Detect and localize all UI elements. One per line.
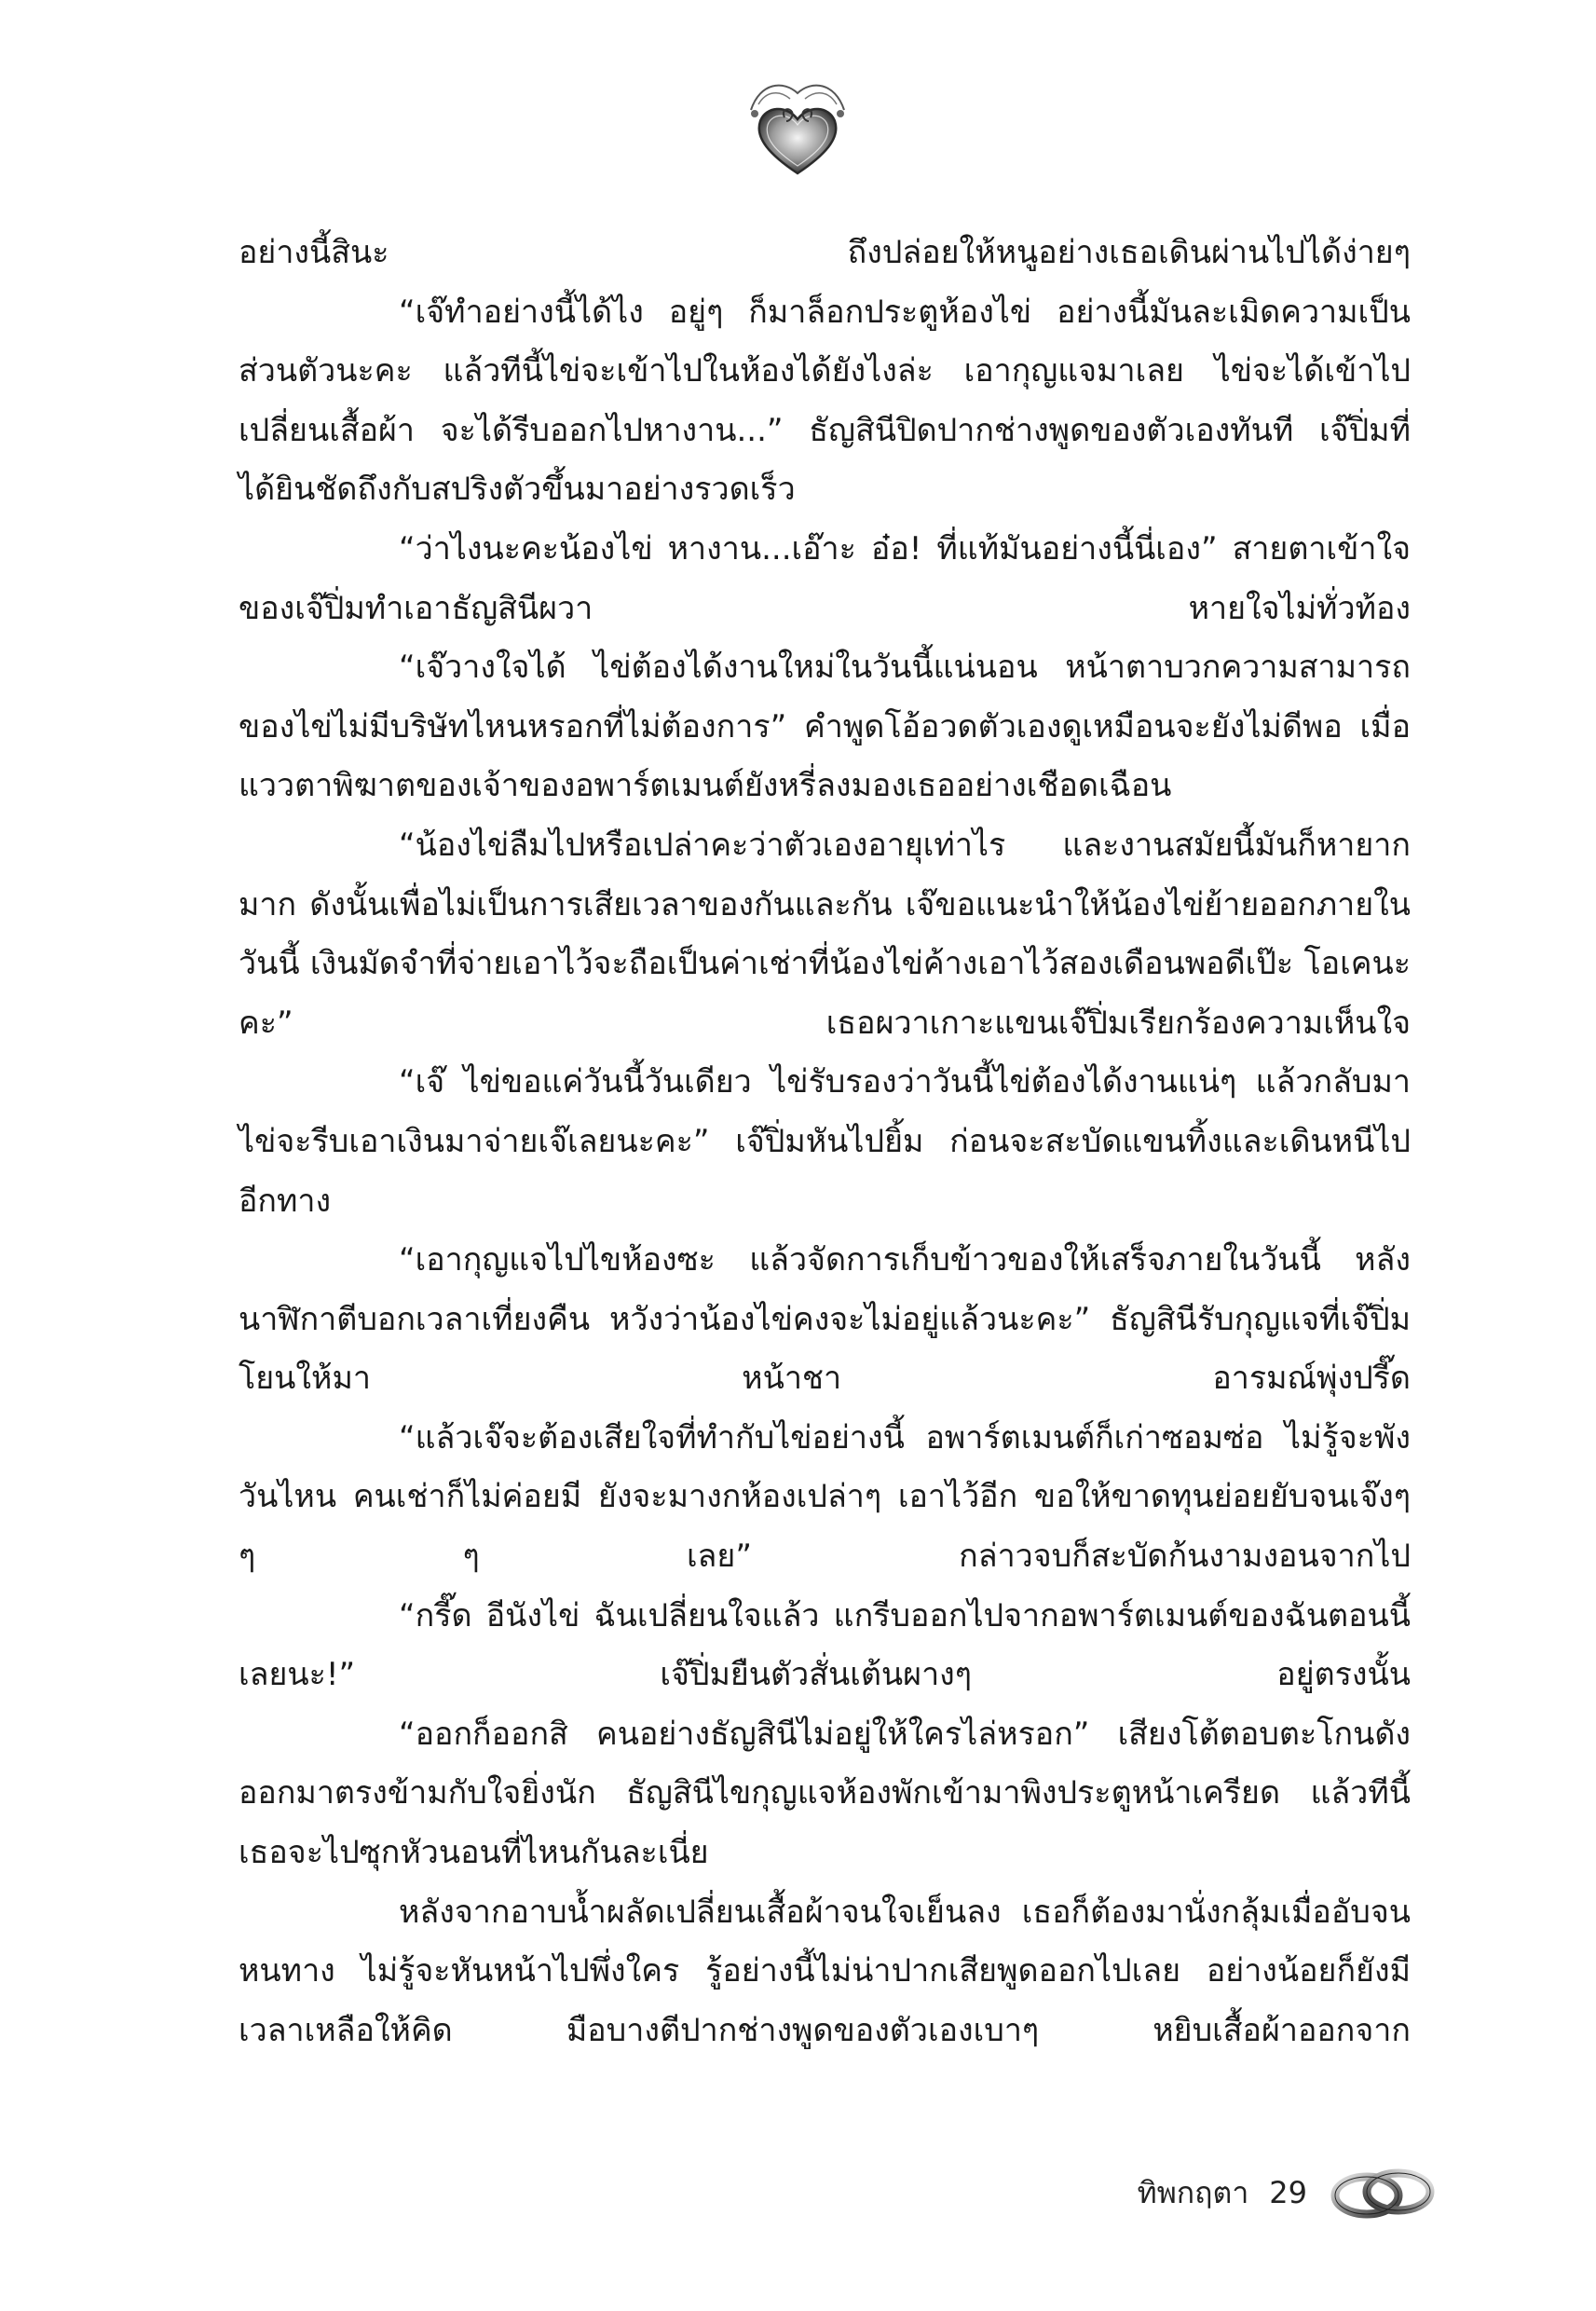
page-footer: [1138, 2160, 1438, 2225]
paragraph: อย่างนี้สินะ ถึงปล่อยให้หนูอย่างเธอเดินผ่านไปได้ง่ายๆ: [239, 234, 1411, 271]
page-number: 29: [1269, 2175, 1307, 2210]
book-title: ทิพกฤตา: [1137, 2174, 1249, 2210]
ornamental-emblem-icon: [742, 73, 853, 183]
paragraph: “น้องไข่ลืมไปหรือเปล่าคะว่าตัวเองอายุเท่าไร และงานสมัยนี้มันก็หายากมาก ดังนั้นเพื่อไม่เป็นการเสียเวลาของกันและกัน เจ๊ขอแนะนำให้น้องไข่ย้ายออกภายในวันนี้ เงินมัดจำที่จ่ายเอาไว้จะถือเป็นค่าเช่าที่น้องไข่ค้างเอาไว้สองเดือนพอดีเป๊ะ โอเคนะคะ” เธอผวาเกาะแขนเจ๊ปิ่มเรียกร้องความเห็นใจ: [239, 826, 1411, 1042]
paragraph: “เจ๊ ไข่ขอแค่วันนี้วันเดียว ไข่รับรองว่าวันนี้ไข่ต้องได้งานแน่ๆ แล้วกลับมาไข่จะรีบเอาเงินมาจ่ายเจ๊เลยนะคะ” เจ๊ปิ่มหันไปยิ้ม ก่อนจะสะบัดแขนทิ้งและเดินหนีไปอีกทาง: [239, 1063, 1411, 1220]
paragraph: “แล้วเจ๊จะต้องเสียใจที่ทำกับไข่อย่างนี้ อพาร์ตเมนต์ก็เก่าซอมซ่อ ไม่รู้จะพังวันไหน คนเช่าก็ไม่ค่อยมี ยังจะมางกห้องเปล่าๆ เอาไว้อีก ขอให้ขาดทุนย่อยยับจนเจ๊งๆ ๆ ๆ เลย” กล่าวจบก็สะบัดก้นงามงอนจากไป: [239, 1418, 1411, 1576]
paragraph: “เจ๊วางใจได้ ไข่ต้องได้งานใหม่ในวันนี้แน่นอน หน้าตาบวกความสามารถของไข่ไม่มีบริษัทไหนหรอกที่ไม่ต้องการ” คำพูดโอ้อวดตัวเองดูเหมือนจะยังไม่ดีพอ เมื่อแววตาพิฆาตของเจ้าของอพาร์ตเมนต์ยังหรี่ลงมองเธออย่างเชือดเฉือน: [239, 649, 1411, 805]
paragraph: หลังจากอาบน้ำผลัดเปลี่ยนเสื้อผ้าจนใจเย็นลง เธอก็ต้องมานั่งกลุ้มเมื่ออับจนหนทาง ไม่รู้จะหันหน้าไปพึ่งใคร รู้อย่างนี้ไม่น่าปากเสียพูดออกไปเลย อย่างน้อยก็ยังมีเวลาเหลือให้คิด มือบางตีปากช่างพูดของตัวเองเบาๆ หยิบเสื้อผ้าออกจาก: [239, 1893, 1411, 2049]
paragraph: “กรี๊ด อีนังไข่ ฉันเปลี่ยนใจแล้ว แกรีบออกไปจากอพาร์ตเมนต์ของฉันตอนนี้เลยนะ!” เจ๊ปิ่มยืนตัวสั่นเต้นผางๆ อยู่ตรงนั้น: [239, 1596, 1411, 1694]
paragraph: “ออกก็ออกสิ คนอย่างธัญสินีไม่อยู่ให้ใครไล่หรอก” เสียงโต้ตอบตะโกนดังออกมาตรงข้ามกับใจยิ่งนัก ธัญสินีไขกุญแจห้องพักเข้ามาพิงประตูหน้าเครียด แล้วทีนี้เธอจะไปซุกหัวนอนที่ไหนกันละเนี่ย: [239, 1715, 1411, 1872]
story-body: [239, 224, 1411, 2060]
paragraph: “ว่าไงนะคะน้องไข่ หางาน...เอ๊าะ อ๋อ! ที่แท้มันอย่างนี้นี่เอง” สายตาเข้าใจของเจ๊ปิ่มทำเอาธัญสินีผวา หายใจไม่ทั่วท้อง: [239, 529, 1411, 627]
paragraph: “เจ๊ทำอย่างนี้ได้ไง อยู่ๆ ก็มาล็อกประตูห้องไข่ อย่างนี้มันละเมิดความเป็นส่วนตัวนะคะ แล้วทีนี้ไข่จะเข้าไปในห้องได้ยังไงล่ะ เอากุญแจมาเลย ไข่จะได้เข้าไปเปลี่ยนเสื้อผ้า จะได้รีบออกไปหางาน...” ธัญสินีปิดปากช่างพูดของตัวเองทันที เจ๊ปิ่มที่ได้ยินชัดถึงกับสปริงตัวขึ้นมาอย่างรวดเร็ว: [239, 293, 1411, 509]
paragraph: “เอากุญแจไปไขห้องซะ แล้วจัดการเก็บข้าวของให้เสร็จภายในวันนี้ หลังนาฬิกาตีบอกเวลาเที่ยงคืน หวังว่าน้องไข่คงจะไม่อยู่แล้วนะคะ” ธัญสินีรับกุญแจที่เจ๊ปิ่มโยนให้มา หน้าชา อารมณ์พุ่งปรี๊ด: [239, 1241, 1411, 1398]
wedding-rings-icon: [1328, 2164, 1438, 2222]
